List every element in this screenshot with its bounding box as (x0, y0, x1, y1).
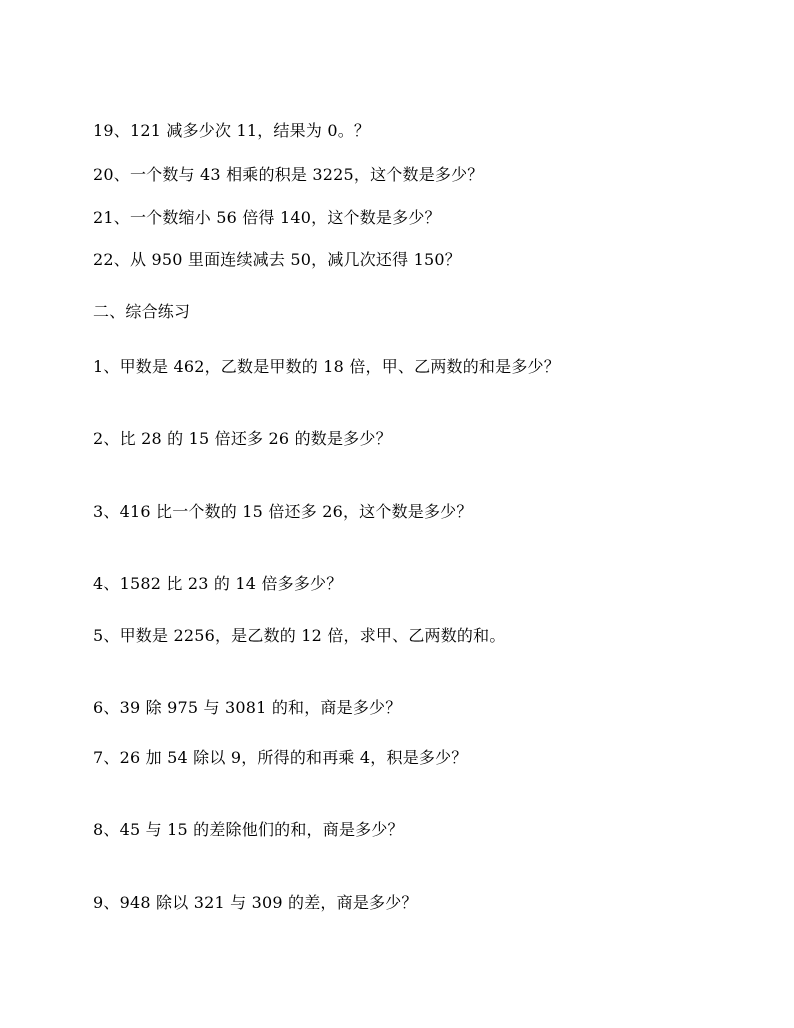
question-1: 1、甲数是 462，乙数是甲数的 18 倍，甲、乙两数的和是多少？ (93, 357, 560, 376)
question-20: 20、一个数与 43 相乘的积是 3225，这个数是多少？ (93, 165, 484, 184)
question-9: 9、948 除以 321 与 309 的差，商是多少？ (93, 893, 418, 912)
question-22: 22、从 950 里面连续减去 50，减几次还得 150？ (93, 250, 461, 269)
question-7: 7、26 加 54 除以 9，所得的和再乘 4，积是多少？ (93, 748, 468, 767)
question-5: 5、甲数是 2256，是乙数的 12 倍，求甲、乙两数的和。 (93, 626, 506, 645)
question-21: 21、一个数缩小 56 倍得 140，这个数是多少？ (93, 208, 441, 227)
question-8: 8、45 与 15 的差除他们的和，商是多少？ (93, 820, 404, 839)
section-heading: 二、综合练习 (93, 302, 191, 321)
question-2: 2、比 28 的 15 倍还多 26 的数是多少？ (93, 429, 392, 448)
question-4: 4、1582 比 23 的 14 倍多多少？ (93, 574, 343, 593)
question-6: 6、39 除 975 与 3081 的和，商是多少？ (93, 698, 402, 717)
question-3: 3、416 比一个数的 15 倍还多 26，这个数是多少？ (93, 502, 473, 521)
question-19: 19、121 减多少次 11，结果为 0。？ (93, 121, 371, 140)
